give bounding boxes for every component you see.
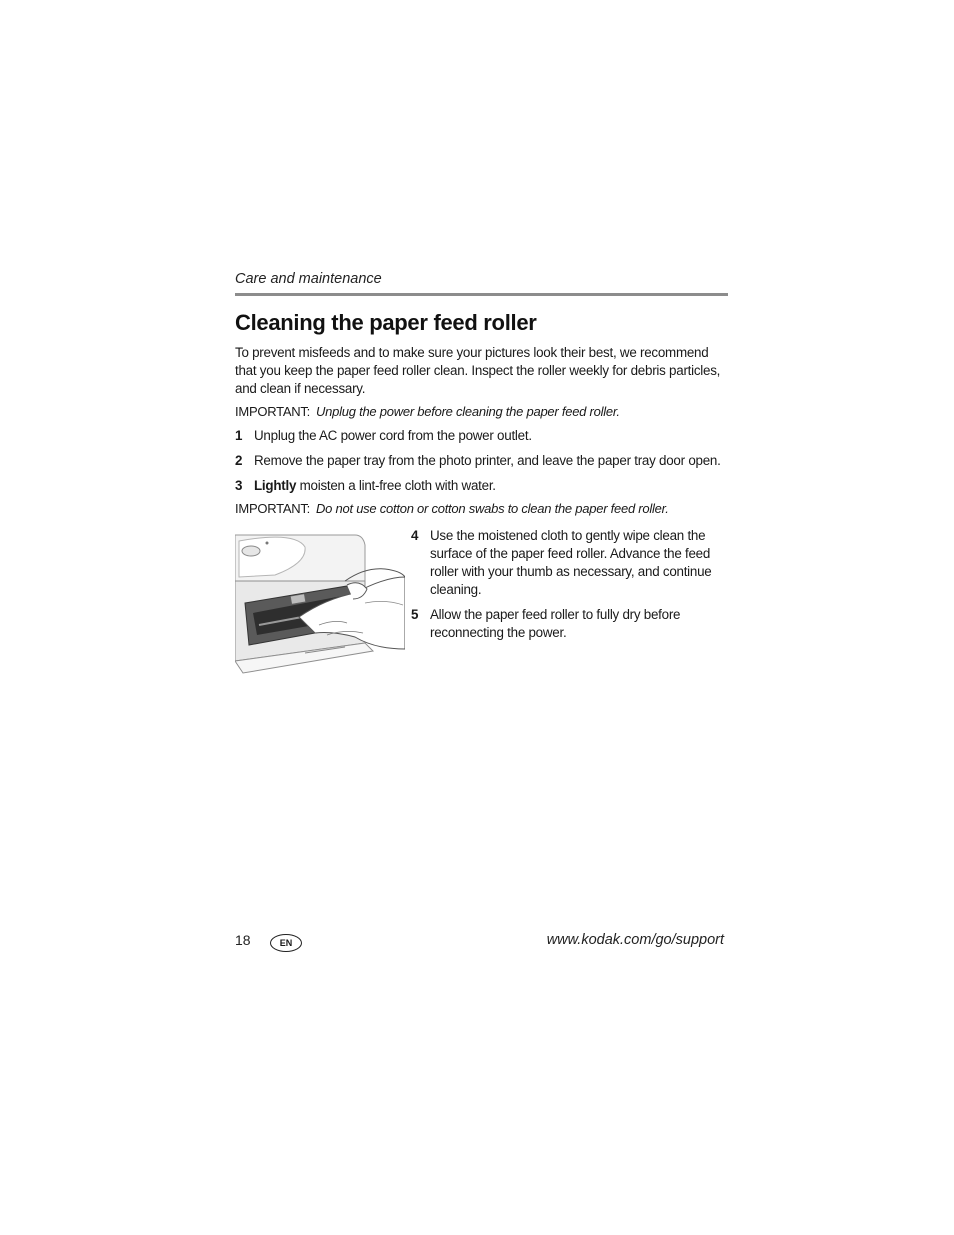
important-label: IMPORTANT: bbox=[235, 404, 311, 419]
step-number: 2 bbox=[235, 453, 243, 468]
step-emphasis: Lightly bbox=[254, 478, 297, 493]
step-text: moisten a lint-free cloth with water. bbox=[296, 478, 496, 493]
important-note-1 bbox=[235, 403, 730, 421]
section-title: Cleaning the paper feed roller bbox=[235, 310, 537, 335]
step-1 bbox=[235, 427, 735, 445]
step-2 bbox=[235, 452, 735, 470]
important-note-2 bbox=[235, 500, 730, 518]
step-4 bbox=[411, 527, 731, 599]
step-5 bbox=[411, 606, 731, 642]
step-text: Use the moistened cloth to gently wipe clean the surface of the paper feed roller. Advance the feed roller with your thumb as necessary, and continue cleaning. bbox=[430, 528, 712, 597]
step-3 bbox=[235, 477, 735, 495]
printer-illustration-svg bbox=[235, 533, 405, 675]
step-text: Remove the paper tray from the photo printer, and leave the paper tray door open. bbox=[254, 453, 721, 468]
important-label: IMPORTANT: bbox=[235, 501, 311, 516]
step-text: Unplug the AC power cord from the power outlet. bbox=[254, 428, 532, 443]
running-head: Care and maintenance bbox=[235, 271, 382, 287]
language-badge: EN bbox=[270, 934, 302, 952]
important-text: Unplug the power before cleaning the paper feed roller. bbox=[316, 404, 620, 419]
support-url[interactable]: www.kodak.com/go/support bbox=[546, 932, 724, 948]
intro-paragraph: To prevent misfeeds and to make sure your pictures look their best, we recommend that you keep the paper feed roller clean. Inspect the roller weekly for debris particles, and clean if necessary. bbox=[235, 345, 721, 396]
step-number: 1 bbox=[235, 428, 243, 443]
step-number: 3 bbox=[235, 478, 243, 493]
step-number: 4 bbox=[411, 528, 419, 543]
header-rule bbox=[235, 293, 728, 296]
printer-cleaning-illustration bbox=[235, 533, 405, 675]
important-text: Do not use cotton or cotton swabs to clean the paper feed roller. bbox=[316, 501, 669, 516]
page-number: 18 bbox=[235, 932, 251, 948]
step-text: Allow the paper feed roller to fully dry before reconnecting the power. bbox=[430, 607, 681, 640]
step-number: 5 bbox=[411, 607, 419, 622]
